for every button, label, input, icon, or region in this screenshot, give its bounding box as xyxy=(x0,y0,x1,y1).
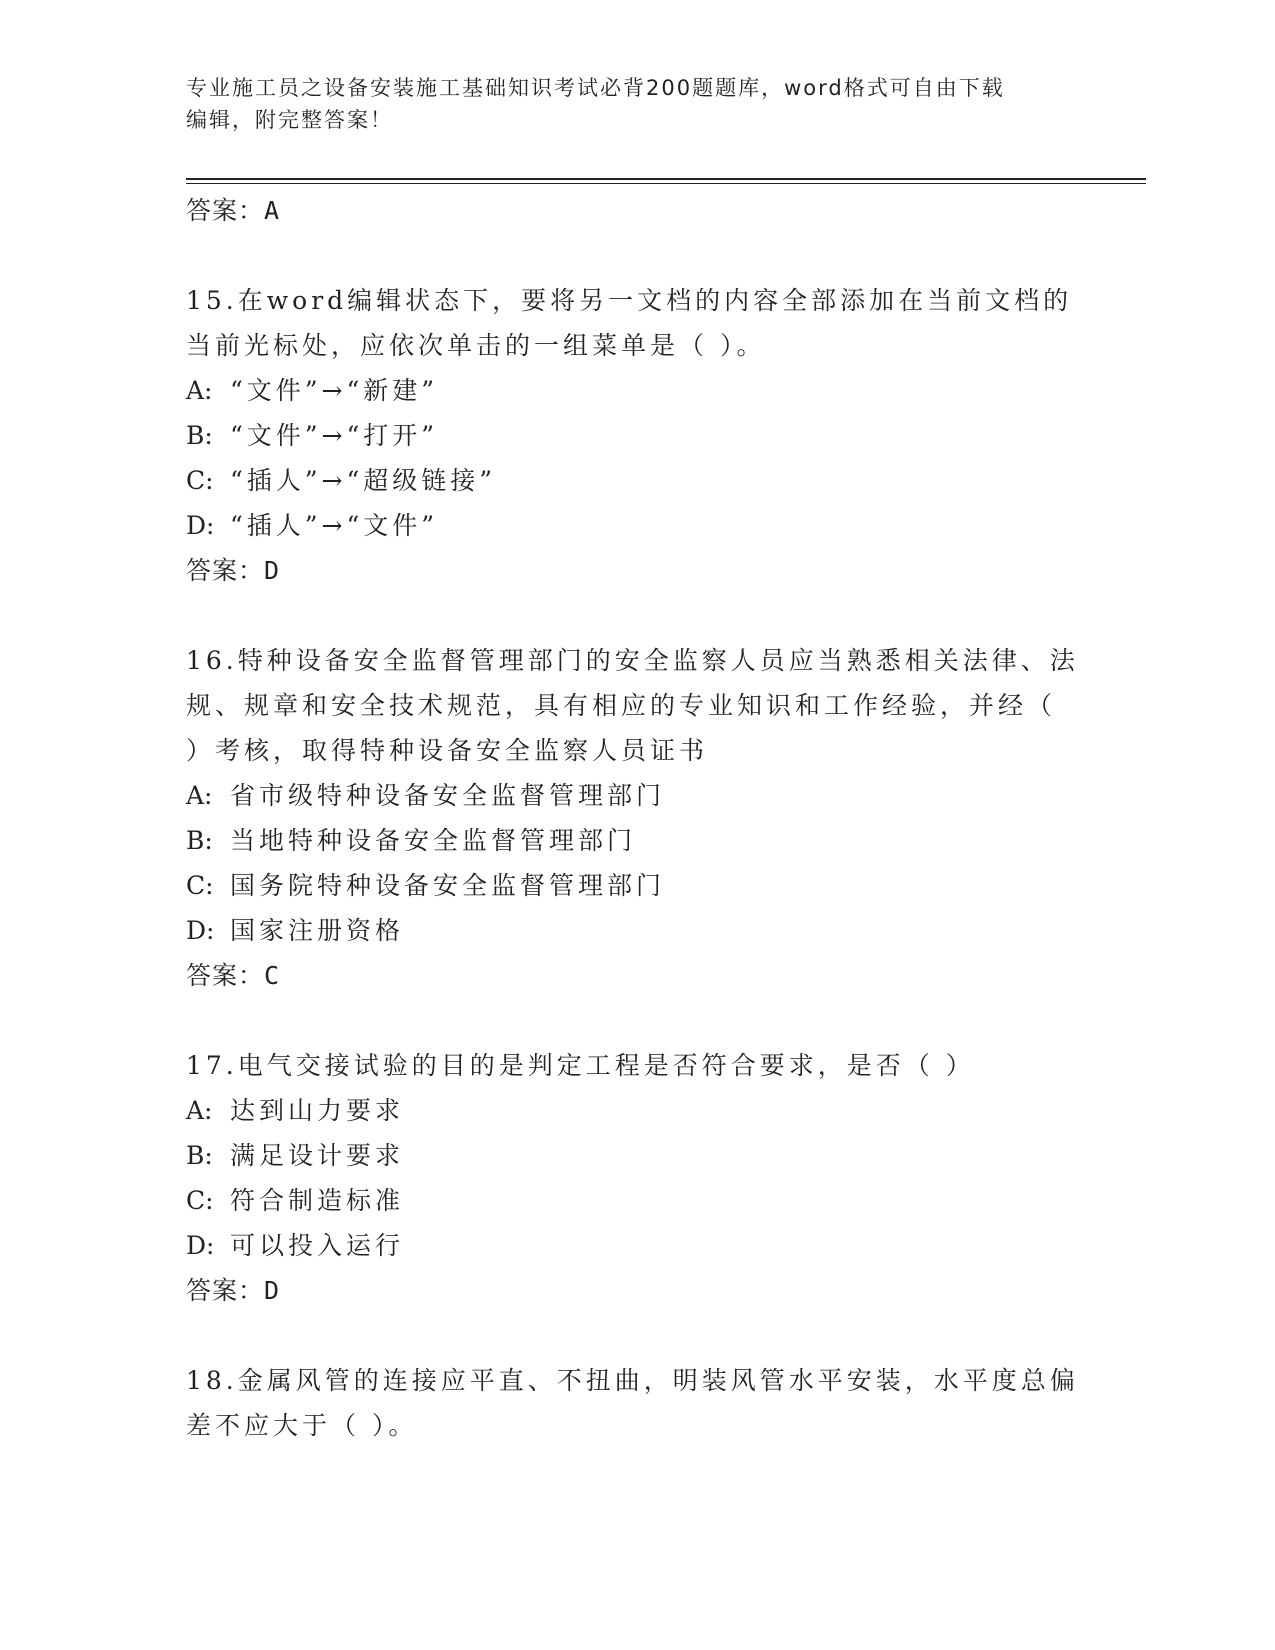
option-b xyxy=(186,818,1146,863)
option-text: 国务院特种设备安全监督管理部门 xyxy=(230,871,666,900)
question-text: 差不应大于（ ）。 xyxy=(186,1411,418,1440)
question-text: ）考核，取得特种设备安全监察人员证书 xyxy=(186,736,709,765)
option-key: C: xyxy=(186,466,214,495)
document-body xyxy=(186,188,1146,1448)
question-text: 17.电气交接试验的目的是判定工程是否符合要求，是否（ ） xyxy=(186,1051,975,1080)
question-text: 当前光标处，应依次单击的一组菜单是（ ）。 xyxy=(186,331,766,360)
question-text: 16.特种设备安全监督管理部门的安全监察人员应当熟悉相关法律、法 xyxy=(186,646,1079,675)
answer-value: A xyxy=(264,196,281,225)
question-17 xyxy=(186,1043,1146,1088)
option-text: “插人”→“超级链接” xyxy=(230,466,497,495)
option-text: 省市级特种设备安全监督管理部门 xyxy=(230,781,666,810)
option-text: “文件”→“新建” xyxy=(230,376,439,405)
option-key: D: xyxy=(186,511,215,540)
option-key: A: xyxy=(186,1096,213,1125)
option-key: B: xyxy=(186,421,213,450)
option-key: B: xyxy=(186,826,213,855)
header-divider xyxy=(186,183,1146,184)
answer-line xyxy=(186,1268,1146,1314)
option-key: C: xyxy=(186,1186,214,1215)
option-text: 满足设计要求 xyxy=(230,1141,405,1170)
answer-line xyxy=(186,953,1146,999)
question-text: 规、规章和安全技术规范，具有相应的专业知识和工作经验，并经（ xyxy=(186,691,1057,720)
question-15 xyxy=(186,278,1146,368)
option-c xyxy=(186,863,1146,908)
header-divider xyxy=(186,178,1146,180)
option-key: B: xyxy=(186,1141,213,1170)
answer-value: D xyxy=(264,556,281,585)
option-text: “插人”→“文件” xyxy=(230,511,439,540)
option-text: “文件”→“打开” xyxy=(230,421,439,450)
option-b xyxy=(186,413,1146,458)
answer-line xyxy=(186,548,1146,594)
option-key: A: xyxy=(186,781,213,810)
header-line: 专业施工员之设备安装施工基础知识考试必背200题题库，word格式可自由下载 xyxy=(186,76,1005,100)
option-text: 可以投入运行 xyxy=(230,1231,405,1260)
option-text: 达到山力要求 xyxy=(230,1096,405,1125)
question-18 xyxy=(186,1358,1146,1448)
answer-label: 答案： xyxy=(186,961,265,990)
option-key: D: xyxy=(186,916,215,945)
option-text: 符合制造标准 xyxy=(230,1186,405,1215)
option-key: C: xyxy=(186,871,214,900)
option-d xyxy=(186,503,1146,548)
answer-label: 答案： xyxy=(186,556,265,585)
option-d xyxy=(186,908,1146,953)
option-key: D: xyxy=(186,1231,215,1260)
question-text: 18.金属风管的连接应平直、不扭曲，明装风管水平安装，水平度总偏 xyxy=(186,1366,1079,1395)
header-line: 编辑，附完整答案！ xyxy=(186,108,393,132)
answer-line xyxy=(186,188,1146,234)
question-text: 15.在word编辑状态下，要将另一文档的内容全部添加在当前文档的 xyxy=(186,286,1073,315)
option-a xyxy=(186,368,1146,413)
option-c xyxy=(186,458,1146,503)
option-a xyxy=(186,1088,1146,1133)
option-a xyxy=(186,773,1146,818)
option-key: A: xyxy=(186,376,213,405)
option-c xyxy=(186,1178,1146,1223)
question-16 xyxy=(186,638,1146,773)
document-header xyxy=(186,72,1086,136)
option-text: 国家注册资格 xyxy=(230,916,405,945)
option-text: 当地特种设备安全监督管理部门 xyxy=(230,826,637,855)
answer-label: 答案： xyxy=(186,1276,265,1305)
option-b xyxy=(186,1133,1146,1178)
answer-value: D xyxy=(264,1276,281,1305)
answer-value: C xyxy=(264,961,281,990)
option-d xyxy=(186,1223,1146,1268)
answer-label: 答案： xyxy=(186,196,265,225)
